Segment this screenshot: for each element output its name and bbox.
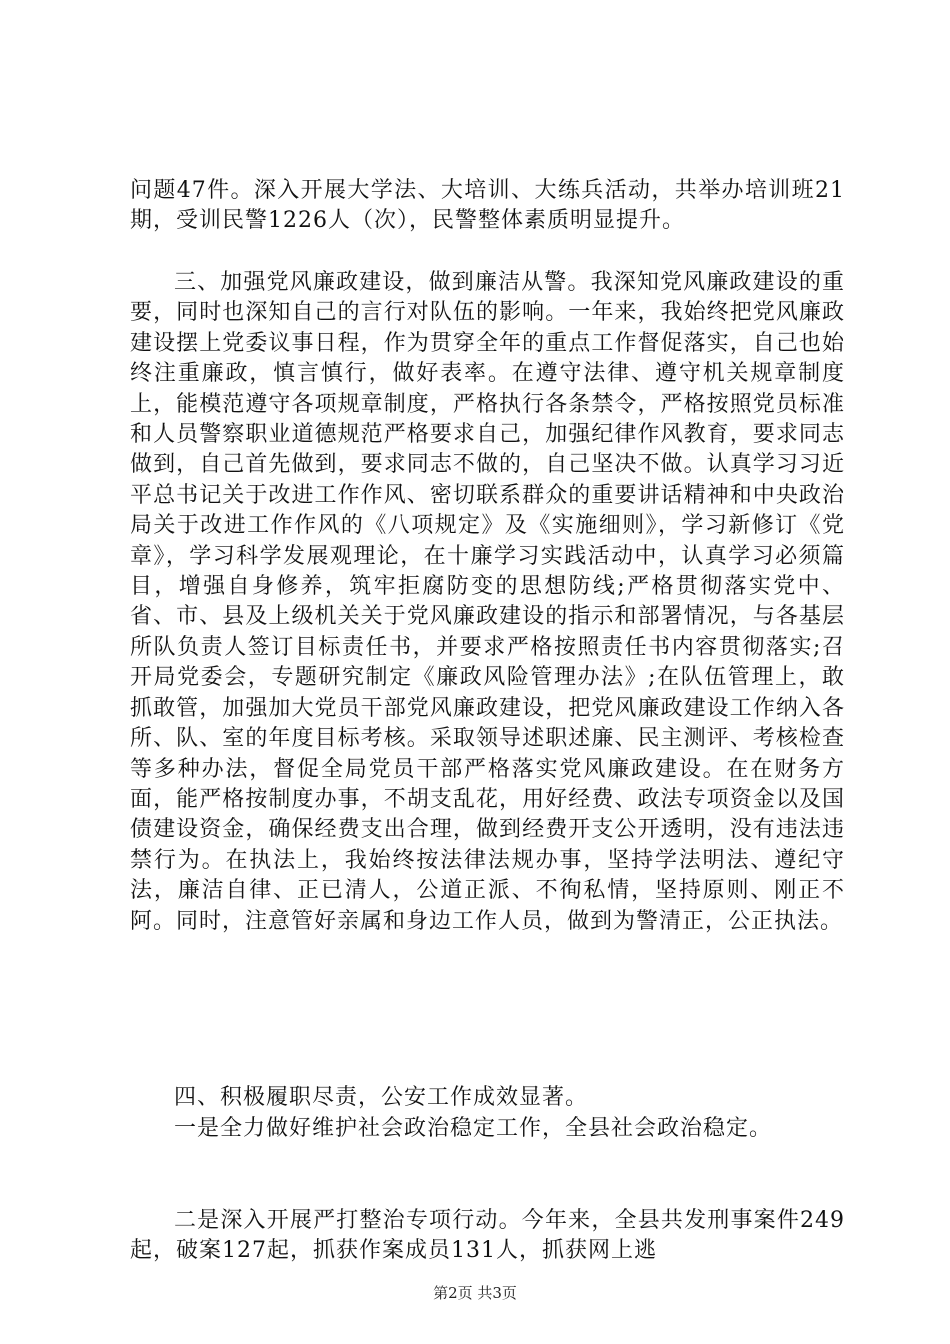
paragraph-section-four-heading: 四、积极履职尽责，公安工作成效显著。 [174,1085,589,1110]
paragraph-item-two-crackdown: 二是深入开展严打整治专项行动。今年来，全县共发刑事案件249起，破案127起，抓获作案成员131人，抓获网上逃 [130,1208,845,1264]
paragraph-continued-training: 问题47件。深入开展大学法、大培训、大练兵活动，共举办培训班21期，受训民警1226人（次），民警整体素质明显提升。 [130,178,845,234]
paragraph-section-three-integrity: 三、加强党风廉政建设，做到廉洁从警。我深知党风廉政建设的重要，同时也深知自己的言行对队伍的影响。一年来，我始终把党风廉政建设摆上党委议事日程，作为贯穿全年的重点工作督促落实，自己也始终注重廉政，慎言慎行，做好表率。在遵守法律、遵守机关规章制度上，能模范遵守各项规章制度，严格执行各条禁令，严格按照党员标准和人员警察职业道德规范严格要求自己，加强纪律作风教育，要求同志做到，自己首先做到，要求同志不做的，自己坚决不做。认真学习习近平总书记关于改进工作作风、密切联系群众的重要讲话精神和中央政治局关于改进工作作风的《八项规定》及《实施细则》，学习新修订《党章》，学习科学发展观理论，在十廉学习实践活动中，认真学习必须篇目，增强自身修养，筑牢拒腐防变的思想防线;严格贯彻落实党中、省、市、县及上级机关关于党风廉政建设的指示和部署情况，与各基层所队负责人签订目标责任书，并要求严格按照责任书内容贯彻落实;召开局党委会，专题研究制定《廉政风险管理办法》;在队伍管理上，敢抓敢管，加强加大党员干部党风廉政建设，把党风廉政建设工作纳入各所、队、室的年度目标考核。采取领导述职述廉、民主测评、考核检查等多种办法，督促全局党员干部严格落实党风廉政建设。在在财务方面，能严格按制度办事，不胡支乱花，用好经费、政法专项资金以及国债建设资金，确保经费支出合理，做到经费开支公开透明，没有违法违禁行为。在执法上，我始终按法律法规办事，坚持学法明法、遵纪守法，廉洁自律、正已清人，公道正派、不徇私情，坚持原则、刚正不阿。同时，注意管好亲属和身边工作人员，做到为警清正，公正执法。 [130,270,845,934]
page-number-footer: 第2页 共3页 [433,1284,517,1302]
paragraph-item-one-stability: 一是全力做好维护社会政治稳定工作，全县社会政治稳定。 [174,1116,773,1141]
